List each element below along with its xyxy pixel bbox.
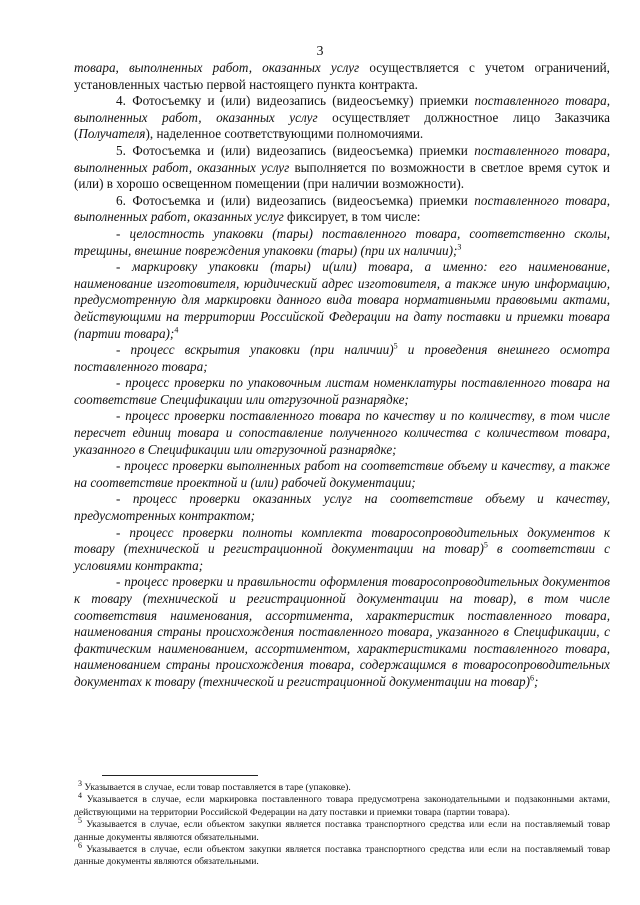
footnote-ref: 5 — [393, 341, 398, 351]
footnote-text: Указывается в случае, если маркировка поставленного товара предусмотрена законодательными и подзаконными актами, действующими на территории Российской Федерации на дату поставки и приемки товара (партии товара). — [74, 794, 611, 818]
footnote-marker: 6 — [78, 840, 82, 850]
list-item — [74, 259, 610, 342]
text: 4. Фотосъемку и (или) видеозапись (видеосъемку) приемки — [116, 93, 475, 109]
italic-text: - целостность упаковки (тары) поставленного товара, соответственно сколы, трещины, внешние повреждения упаковки (тары) (при их наличии); — [74, 225, 610, 258]
list-item — [74, 574, 610, 690]
italic-text: - процесс проверки и правильности оформления товаросопроводительных документов к товару (технической и регистрационной документации на товар), в том числе соответствия наименования, ассортимента, характеристик поставленного товара, наименования страны происхождения поставленного товара, указанного в Спецификации, с фактическим наименованием, ассортиментом, характеристиками поставленного товара, наименованием страны происхождения товара, содержащимся в товаросопроводительных документах к товару (технической и регистрационной документации на товар) — [74, 574, 610, 689]
footnote-marker: 5 — [78, 816, 82, 826]
text: 6. Фотосъемка и (или) видеозапись (видеосъемка) приемки — [116, 192, 475, 208]
footnote — [74, 791, 611, 819]
footnote-text: Указывается в случае, если товар поставляется в таре (упаковке). — [84, 782, 351, 793]
italic-text: в соответствии с условиями контракта; — [74, 541, 611, 573]
italic-text: Получателя — [78, 126, 146, 142]
list-item — [74, 491, 610, 524]
italic-text: - процесс проверки выполненных работ на соответствие объему и качеству, а также на соответствие проектной и (или) рабочей документации; — [74, 458, 610, 490]
footnote-text: Указывается в случае, если объектом закупки является поставка транспортного средства или если на поставляемый товар данные документы являются обязательными. — [74, 819, 610, 843]
footnote — [74, 840, 610, 869]
paragraph — [74, 143, 610, 193]
footnotes — [74, 778, 611, 869]
italic-text: - процесс проверки полноты комплекта товаросопроводительных документов к товару (технической и регистрационной документации на товар) — [74, 524, 610, 557]
italic-text: товара, выполненных работ, оказанных услуг — [74, 60, 360, 75]
paragraph — [74, 193, 610, 226]
footnote-marker: 3 — [78, 778, 82, 788]
list-item — [74, 458, 610, 491]
italic-text: ; — [534, 673, 539, 689]
text: осуществляется с учетом ограничений, установленных частью первой настоящего пункта контракта. — [74, 60, 610, 92]
italic-text: - процесс проверки оказанных услуг на соответствие объему и качеству, предусмотренных контрактом; — [74, 491, 610, 524]
italic-text: поставленного товара, выполненных работ, оказанных услуг — [74, 192, 610, 225]
footnote-ref: 5 — [483, 540, 488, 550]
italic-text: - процесс проверки поставленного товара по качеству и по количеству, в том числе пересчет единиц товара и сопоставление полученного количества с количеством товара, указанного в Спецификации или отгрузочной разнарядке; — [74, 408, 610, 457]
list-item — [74, 226, 610, 259]
paragraph — [74, 93, 610, 143]
list-item — [74, 375, 610, 408]
text: фиксирует, в том числе: — [283, 209, 421, 225]
list-item — [74, 342, 610, 375]
italic-text: - маркировку упаковки (тары) и(или) товара, а именно: его наименование, наименование изготовителя, юридический адрес изготовителя, а также иную информацию, предусмотренную для маркировки данного вида товара нормативными правовыми актами, действующими на территории Российской Федерации на дату поставки и приемки товара (партии товара); — [74, 259, 610, 341]
page-number: 3 — [316, 44, 324, 59]
footnote-ref: 3 — [457, 242, 462, 252]
italic-text: - процесс вскрытия упаковки (при наличии) — [116, 342, 394, 358]
footnote-ref: 6 — [530, 673, 535, 683]
text: осуществляет должностное лицо Заказчика ( — [74, 109, 610, 142]
italic-text: поставленного товара, выполненных работ, оказанных услуг — [74, 142, 610, 175]
list-item — [74, 525, 610, 575]
paragraph — [74, 60, 610, 93]
italic-text: поставленного товара, выполненных работ, оказанных услуг — [74, 93, 610, 125]
text: 5. Фотосъемка и (или) видеозапись (видеосъемка) приемки — [116, 142, 475, 158]
body-text — [74, 60, 610, 691]
footnote — [74, 778, 610, 794]
italic-text: и проведения внешнего осмотра поставленного товара; — [74, 342, 610, 374]
footnote-separator — [102, 775, 258, 776]
text: выполняется по возможности в светлое время суток и (или) в хорошо освещенном помещении (при наличии возможности). — [74, 159, 610, 192]
list-item — [74, 408, 610, 458]
text: ), наделенное соответствующими полномочиями. — [145, 126, 424, 142]
footnote-text: Указывается в случае, если объектом закупки является поставка транспортного средства или если на поставляемый товар данные документы являются обязательными. — [74, 844, 610, 868]
footnote-marker: 4 — [78, 791, 82, 801]
italic-text: - процесс проверки по упаковочным листам номенклатуры поставленного товара на соответствие Спецификации или отгрузочной разнарядке; — [74, 375, 610, 407]
footnote-ref: 4 — [174, 325, 179, 335]
footnote — [74, 816, 610, 844]
